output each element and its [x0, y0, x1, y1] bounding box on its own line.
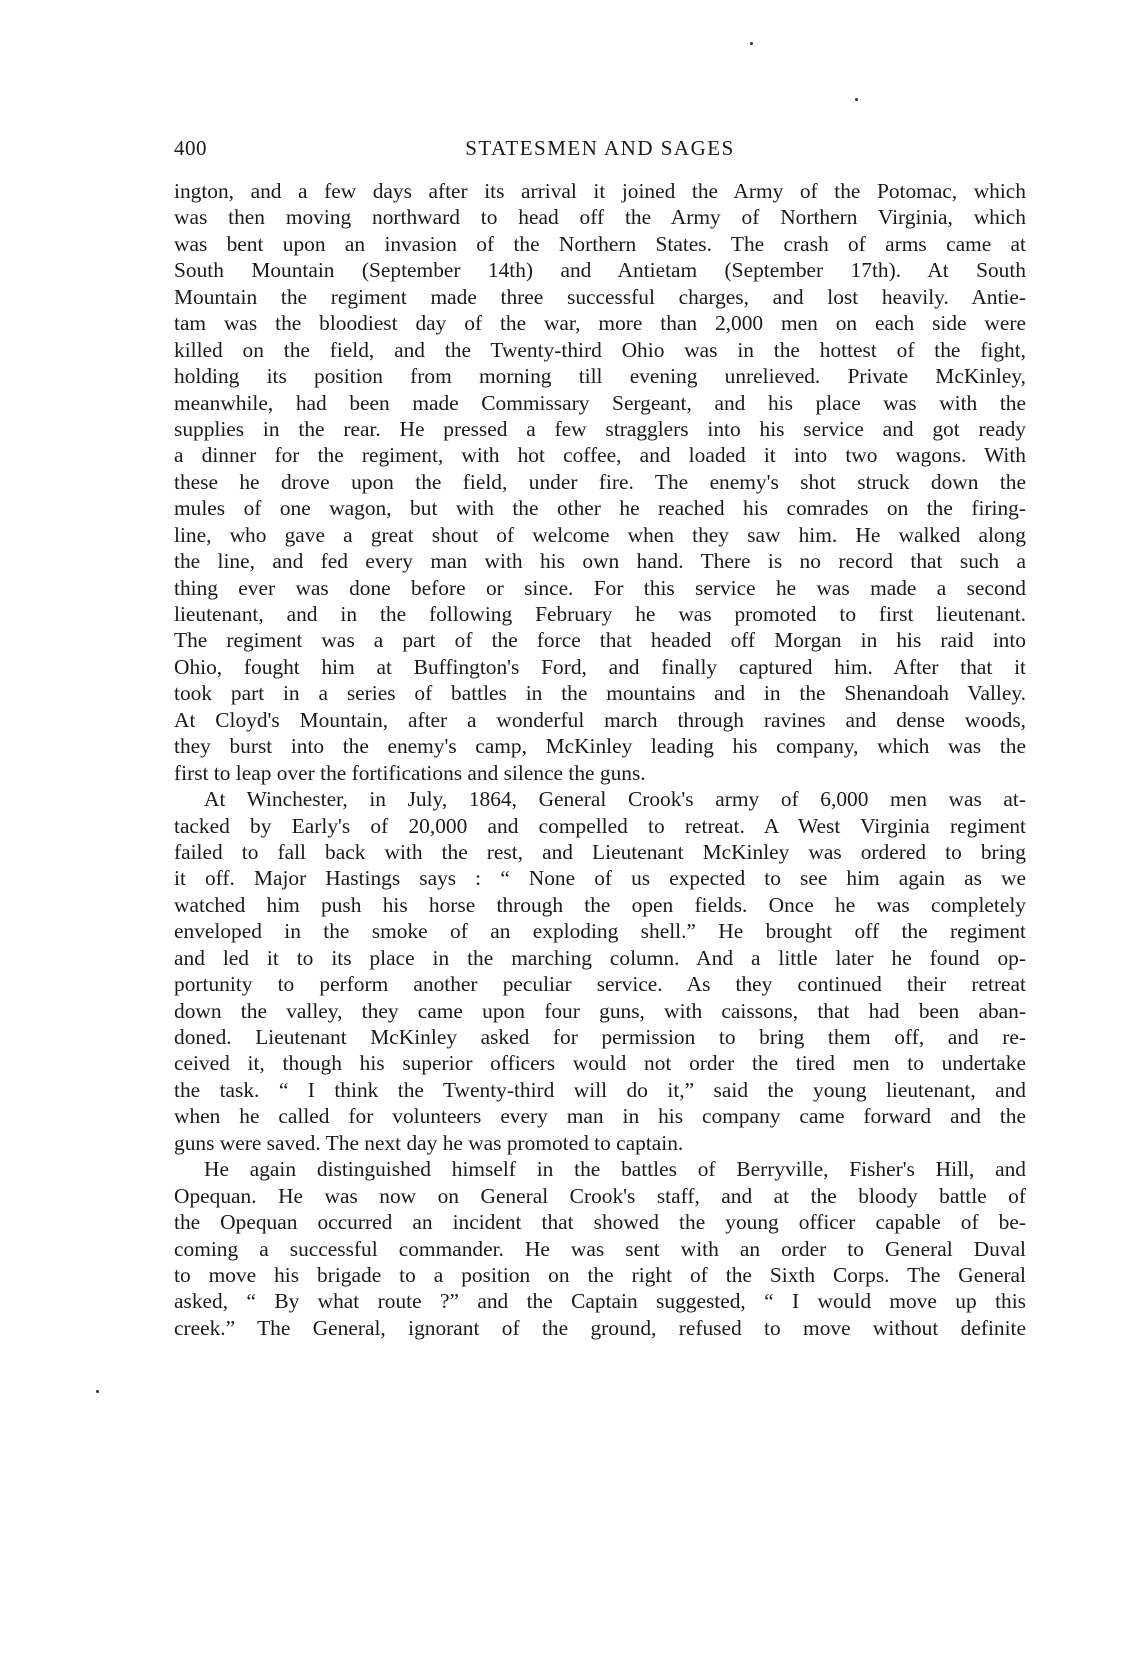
text-line: to move his brigade to a position on the right of the Sixth Corps. The General — [174, 1262, 1026, 1287]
text-line: creek.” The General, ignorant of the ground, refused to move without definite — [174, 1315, 1026, 1340]
text-line: line, who gave a great shout of welcome when they saw him. He walked along — [174, 522, 1026, 547]
scan-speck — [750, 42, 753, 45]
text-line: was then moving northward to head off the Army of Northern Virginia, which — [174, 205, 1026, 230]
body-text — [174, 178, 1026, 1341]
text-line: South Mountain (September 14th) and Antietam (September 17th). At South — [174, 258, 1026, 283]
page-header — [174, 136, 1026, 166]
text-line: was bent upon an invasion of the Northern States. The crash of arms came at — [174, 231, 1026, 256]
text-line: ceived it, though his superior officers would not order the tired men to undertake — [174, 1051, 1026, 1076]
paragraph — [174, 178, 1026, 786]
scan-speck — [96, 1390, 99, 1393]
text-line: asked, “ By what route ?” and the Captain suggested, “ I would move up this — [174, 1289, 1026, 1314]
text-line: failed to fall back with the rest, and Lieutenant McKinley was ordered to bring — [174, 839, 1026, 864]
text-line: and led it to its place in the marching column. And a little later he found op- — [174, 945, 1026, 970]
text-line: first to leap over the fortifications and silence the guns. — [174, 760, 646, 785]
text-line: supplies in the rear. He pressed a few stragglers into his service and got ready — [174, 416, 1026, 441]
text-line: down the valley, they came upon four guns, with caissons, that had been aban- — [174, 998, 1026, 1023]
text-line: they burst into the enemy's camp, McKinley leading his company, which was the — [174, 734, 1026, 759]
text-line: holding its position from morning till evening unrelieved. Private McKinley, — [174, 364, 1026, 389]
text-line: lieutenant, and in the following February he was promoted to first lieutenant. — [174, 602, 1026, 626]
text-line: the task. “ I think the Twenty-third will do it,” said the young lieutenant, and — [174, 1077, 1026, 1102]
text-line: it off. Major Hastings says : “ None of us expected to see him again as we — [174, 866, 1026, 891]
text-line: Opequan. He was now on General Crook's staff, and at the bloody battle of — [174, 1183, 1026, 1208]
text-line: Mountain the regiment made three successful charges, and lost heavily. Antie- — [174, 284, 1026, 309]
running-head: STATESMEN AND SAGES — [465, 136, 735, 160]
text-line: a dinner for the regiment, with hot coffee, and loaded it into two wagons. With — [174, 443, 1026, 468]
text-line: tam was the bloodiest day of the war, more than 2,000 men on each side were — [174, 311, 1026, 336]
text-line: guns were saved. The next day he was promoted to captain. — [174, 1130, 684, 1155]
text-line: coming a successful commander. He was sent with an order to General Duval — [174, 1236, 1026, 1261]
text-line: doned. Lieutenant McKinley asked for permission to bring them off, and re- — [174, 1025, 1026, 1049]
paragraph — [174, 1156, 1026, 1341]
text-line: mules of one wagon, but with the other he reached his comrades on the firing- — [174, 496, 1026, 521]
text-line: ington, and a few days after its arrival it joined the Army of the Potomac, which — [174, 179, 1026, 203]
text-line: The regiment was a part of the force that headed off Morgan in his raid into — [174, 628, 1026, 653]
text-line: thing ever was done before or since. For this service he was made a second — [174, 575, 1026, 600]
text-line: Ohio, fought him at Buffington's Ford, and finally captured him. After that it — [174, 654, 1026, 679]
text-line: watched him push his horse through the open fields. Once he was completely — [174, 892, 1026, 917]
text-line: At Winchester, in July, 1864, General Crook's army of 6,000 men was at- — [204, 787, 1026, 812]
text-line: portunity to perform another peculiar service. As they continued their retreat — [174, 972, 1026, 997]
text-line: meanwhile, had been made Commissary Sergeant, and his place was with the — [174, 390, 1026, 415]
text-line: the Opequan occurred an incident that showed the young officer capable of be- — [174, 1210, 1026, 1235]
text-line: killed on the field, and the Twenty-third Ohio was in the hottest of the fight, — [174, 337, 1026, 362]
text-line: tacked by Early's of 20,000 and compelled to retreat. A West Virginia regiment — [174, 813, 1026, 838]
page-number: 400 — [174, 136, 207, 160]
text-line: when he called for volunteers every man in his company came forward and the — [174, 1104, 1026, 1129]
paragraph — [174, 786, 1026, 1156]
text-line: He again distinguished himself in the battles of Berryville, Fisher's Hill, and — [204, 1157, 1026, 1182]
text-line: enveloped in the smoke of an exploding shell.” He brought off the regiment — [174, 919, 1026, 944]
text-line: these he drove upon the field, under fire. The enemy's shot struck down the — [174, 469, 1026, 494]
text-line: the line, and fed every man with his own hand. There is no record that such a — [174, 549, 1026, 574]
text-line: took part in a series of battles in the mountains and in the Shenandoah Valley. — [174, 681, 1026, 706]
text-line: At Cloyd's Mountain, after a wonderful march through ravines and dense woods, — [174, 707, 1026, 732]
scan-speck — [855, 98, 858, 101]
